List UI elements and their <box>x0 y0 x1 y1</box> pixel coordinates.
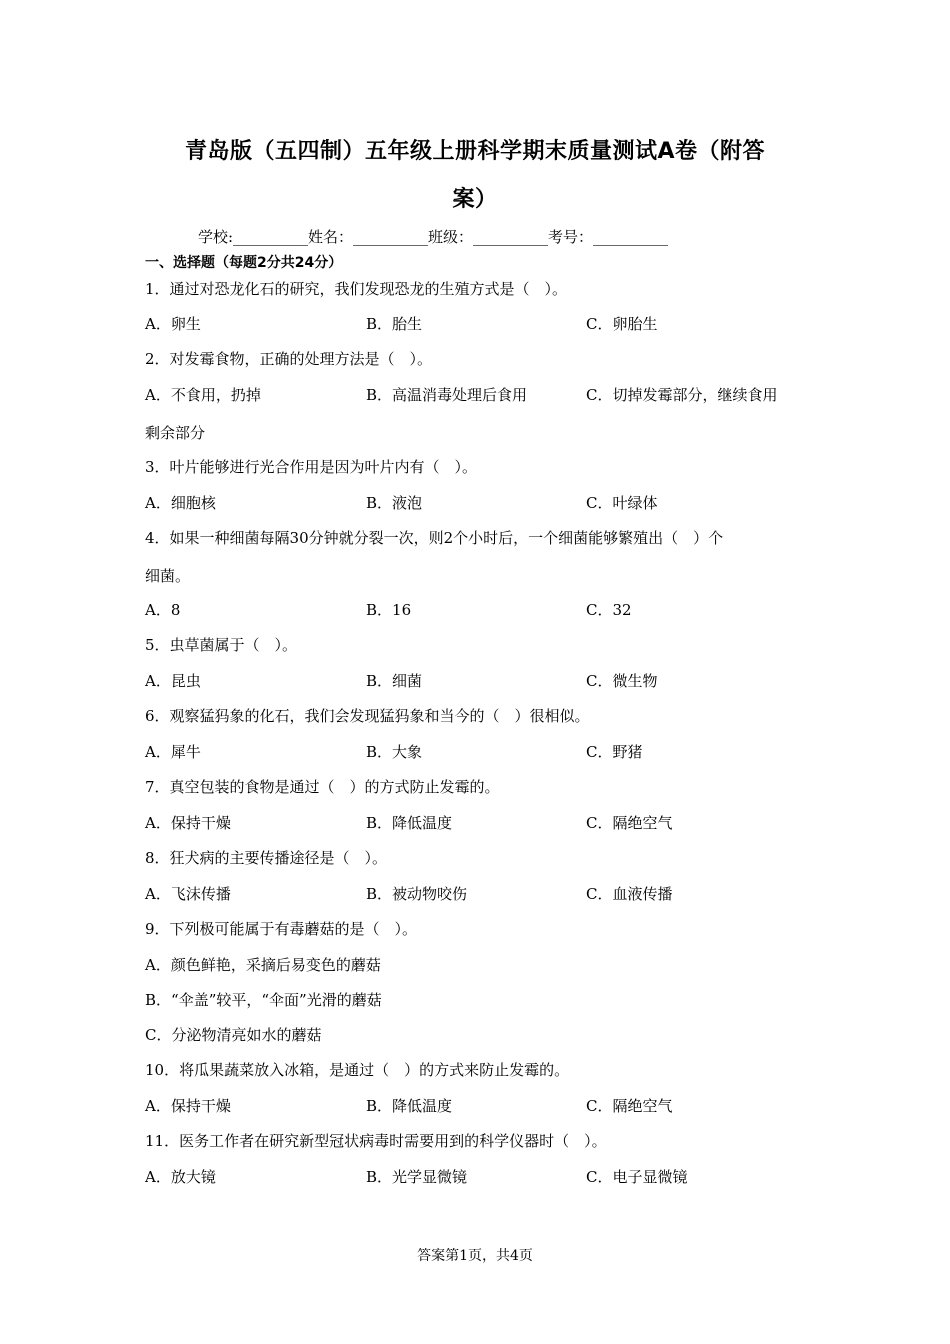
question-1: 1．通过对恐龙化石的研究，我们发现恐龙的生殖方式是（ ）。 <box>145 280 568 298</box>
question-10: 10．将瓜果蔬菜放入冰箱，是通过（ ）的方式来防止发霉的。 <box>145 1061 570 1079</box>
question-2-option-c: C．切掉发霉部分，继续食用 <box>586 386 778 404</box>
question-3: 3．叶片能够进行光合作用是因为叶片内有（ ）。 <box>145 458 478 476</box>
question-6-option-a: A．犀牛 <box>145 743 201 761</box>
question-11-option-a: A．放大镜 <box>145 1168 216 1186</box>
question-8: 8．狂犬病的主要传播途径是（ ）。 <box>145 849 388 867</box>
question-10-option-c: C．隔绝空气 <box>586 1097 673 1115</box>
question-11: 11．医务工作者在研究新型冠状病毒时需要用到的科学仪器时（ ）。 <box>145 1132 607 1150</box>
question-9-option-c: C．分泌物清亮如水的蘑菇 <box>145 1026 322 1044</box>
question-4: 4．如果一种细菌每隔30分钟就分裂一次，则2个小时后，一个细菌能够繁殖出（ ）个 <box>145 529 724 547</box>
question-1-option-c: C．卵胎生 <box>586 315 658 333</box>
question-7-option-a: A．保持干燥 <box>145 814 231 832</box>
question-7-option-c: C．隔绝空气 <box>586 814 673 832</box>
title-line-2: 案） <box>452 187 498 212</box>
question-5: 5．虫草菌属于（ ）。 <box>145 636 298 654</box>
question-4-continued: 细菌。 <box>145 567 191 585</box>
question-4-option-a: A．8 <box>145 601 181 619</box>
question-4-option-b: B．16 <box>366 601 412 619</box>
question-1-option-b: B．胎生 <box>366 315 423 333</box>
question-6-option-c: C．野猪 <box>586 743 643 761</box>
question-2-option-a: A．不食用，扔掉 <box>145 386 261 404</box>
question-10-option-b: B．降低温度 <box>366 1097 453 1115</box>
page-footer: 答案第1页，共4页 <box>417 1248 533 1264</box>
question-5-option-a: A．昆虫 <box>145 672 201 690</box>
question-9-option-b: B．“伞盖”较平，“伞面”光滑的蘑菇 <box>145 991 382 1009</box>
question-6: 6．观察猛犸象的化石，我们会发现猛犸象和当今的（ ）很相似。 <box>145 707 590 725</box>
question-6-option-b: B．大象 <box>366 743 423 761</box>
question-11-option-b: B．光学显微镜 <box>366 1168 468 1186</box>
student-info-line: 学校:__________姓名：__________班级：__________考号：__________ <box>198 228 669 246</box>
question-3-option-a: A．细胞核 <box>145 494 216 512</box>
question-7-option-b: B．降低温度 <box>366 814 453 832</box>
question-9-option-a: A．颜色鲜艳，采摘后易变色的蘑菇 <box>145 956 381 974</box>
question-3-option-b: B．液泡 <box>366 494 423 512</box>
question-3-option-c: C．叶绿体 <box>586 494 658 512</box>
question-7: 7．真空包装的食物是通过（ ）的方式防止发霉的。 <box>145 778 500 796</box>
question-10-option-a: A．保持干燥 <box>145 1097 231 1115</box>
question-8-option-a: A．飞沫传播 <box>145 885 231 903</box>
question-8-option-b: B．被动物咬伤 <box>366 885 468 903</box>
question-8-option-c: C．血液传播 <box>586 885 673 903</box>
question-4-option-c: C．32 <box>586 601 632 619</box>
question-2-option-b: B．高温消毒处理后食用 <box>366 386 528 404</box>
title-line-1: 青岛版（五四制）五年级上册科学期末质量测试A卷（附答 <box>184 139 766 164</box>
document-title <box>145 128 805 224</box>
question-11-option-c: C．电子显微镜 <box>586 1168 688 1186</box>
section-heading: 一、选择题（每题2分共24分） <box>145 255 343 271</box>
question-5-option-b: B．细菌 <box>366 672 423 690</box>
question-1-option-a: A．卵生 <box>145 315 201 333</box>
question-2: 2．对发霉食物，正确的处理方法是（ ）。 <box>145 350 433 368</box>
question-5-option-c: C．微生物 <box>586 672 658 690</box>
question-9: 9．下列极可能属于有毒蘑菇的是（ ）。 <box>145 920 418 938</box>
question-2-option-c-continued: 剩余部分 <box>145 424 206 442</box>
